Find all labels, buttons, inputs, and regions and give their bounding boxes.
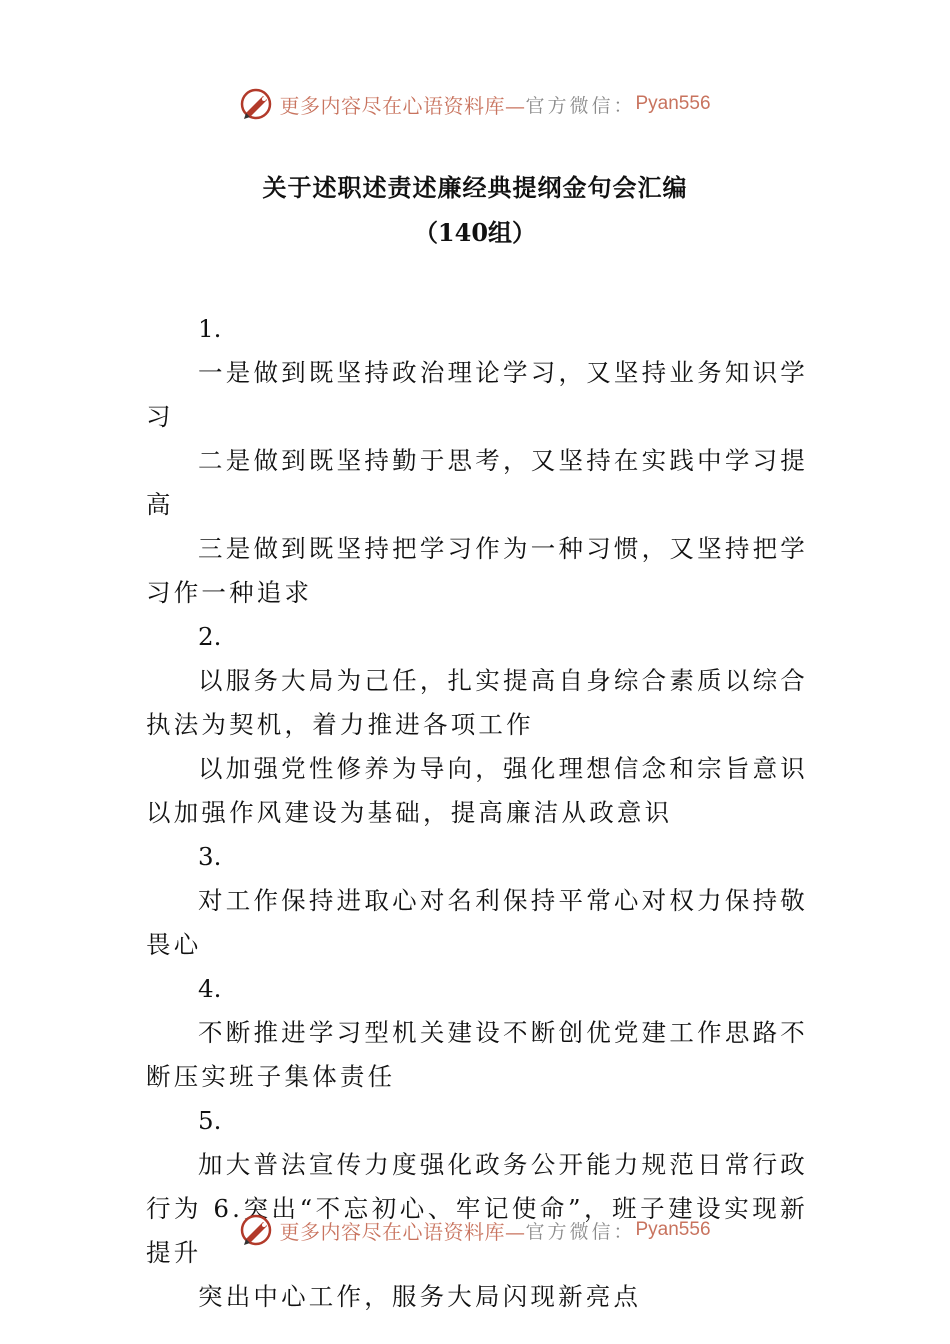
header-site-text: 更多内容尽在心语资料库— <box>279 93 526 118</box>
footer-wechat-id: Pyan556 <box>635 1219 711 1240</box>
body-paragraph: 以服务大局为己任，扎实提高自身综合素质以综合执法为契机，着力推进各项工作 <box>146 666 808 739</box>
body-paragraph: 以加强党性修养为导向，强化理想信念和宗旨意识以加强作风建设为基础，提高廉洁从政意识 <box>146 754 808 827</box>
body-paragraph: 不断推进学习型机关建设不断创优党建工作思路不断压实班子集体责任 <box>146 1018 808 1091</box>
section-number: 1. <box>198 314 222 343</box>
header-watermark <box>0 84 950 124</box>
body-paragraph: 二是做到既坚持勤于思考，又坚持在实践中学习提高 <box>146 446 808 519</box>
footer-wechat-label: 官方微信： <box>525 1220 636 1243</box>
body-paragraph: 对工作保持进取心对名利保持平常心对权力保持敬畏心 <box>146 886 808 959</box>
document-title: 关于述职述责述廉经典提纲金句会汇编 <box>262 173 688 202</box>
body-paragraph: 一是做到既坚持政治理论学习，又坚持业务知识学习 <box>146 358 808 431</box>
body-paragraph: 加大普法宣传力度强化政务公开能力规范日常行政行为 6.突出“不忘初心、牢记使命”，班子建设实现新提升 <box>146 1150 808 1267</box>
section-number: 2. <box>198 622 222 651</box>
body-paragraph: 三是做到既坚持把学习作为一种习惯，又坚持把学习作一种追求 <box>146 534 808 607</box>
footer-watermark <box>0 1210 950 1250</box>
document-body <box>146 307 808 1319</box>
section-number: 4. <box>198 974 222 1003</box>
pen-logo-icon <box>239 1213 273 1247</box>
footer-site-text: 更多内容尽在心语资料库— <box>279 1219 526 1244</box>
section-number: 3. <box>198 842 222 871</box>
body-paragraph: 突出中心工作，服务大局闪现新亮点 <box>198 1282 642 1311</box>
header-wechat-label: 官方微信： <box>525 94 636 117</box>
document-subtitle: （140组） <box>413 218 537 247</box>
pen-logo-icon <box>239 87 273 121</box>
header-wechat-id: Pyan556 <box>635 93 711 114</box>
section-number: 5. <box>198 1106 222 1135</box>
